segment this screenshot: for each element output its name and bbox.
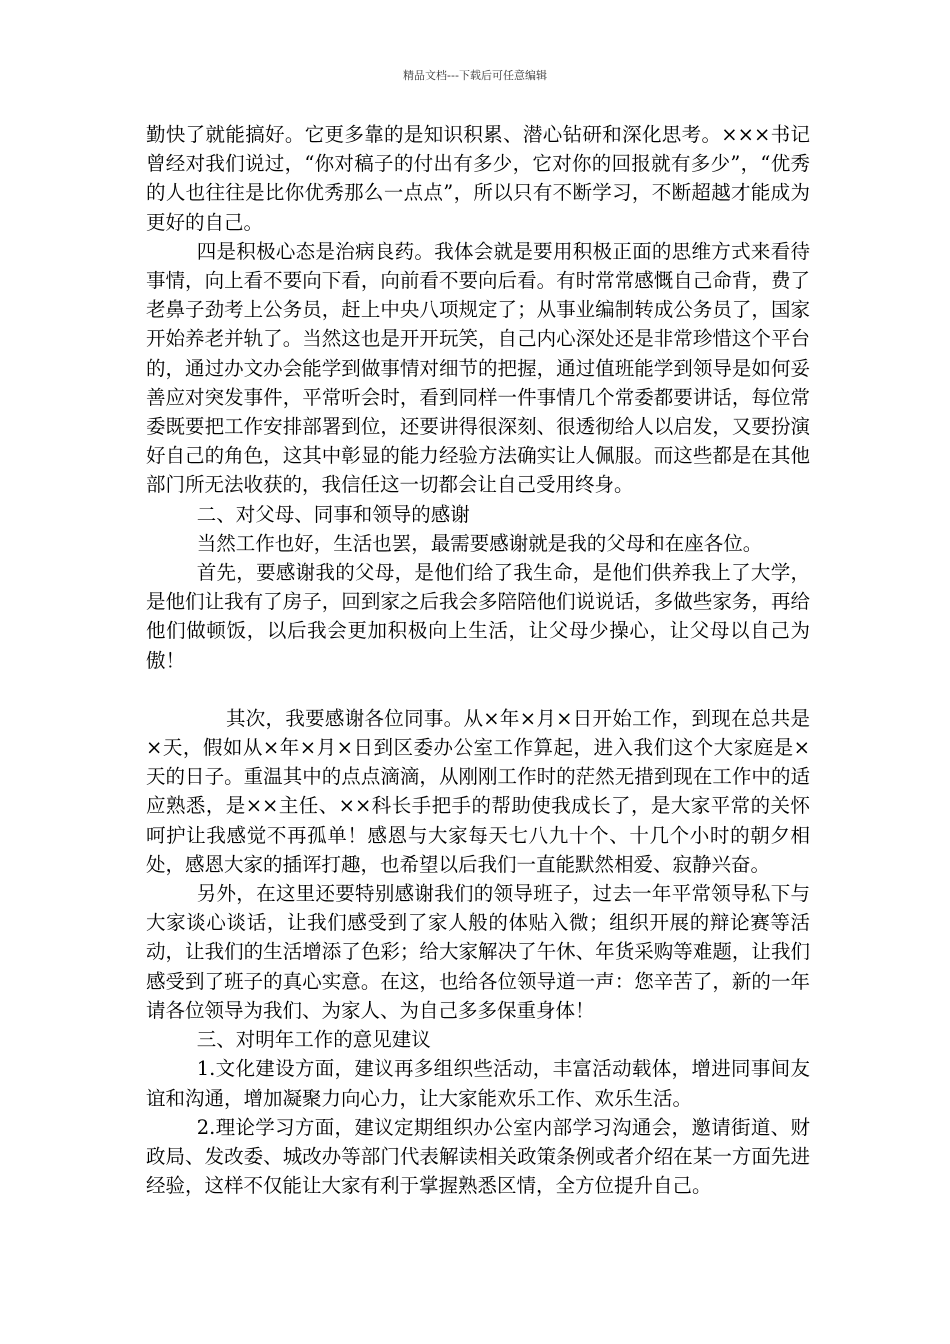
paragraph-thanks-parents: 首先，要感谢我的父母，是他们给了我生命，是他们供养我上了大学，是他们让我有了房子，回到家之后我会多陪陪他们说说话，多做些家务，再给他们做顿饭，以后我会更加积极向上生活，让父母少操心，让父母以自己为傲！ [146,561,810,672]
paragraph-thanks-leaders: 另外，在这里还要特别感谢我们的领导班子，过去一年平常领导私下与大家谈心谈话，让我们感受到了家人般的体贴入微；组织开展的辩论赛等活动，让我们的生活增添了色彩；给大家解决了午休、年货采购等难题，让我们感受到了班子的真心实意。在这，也给各位领导道一声：您辛苦了，新的一年请各位领导为我们、为家人、为自己多多保重身体！ [146,882,810,1022]
document-body [146,120,810,1200]
suggestion-item-2: 2.理论学习方面，建议定期组织办公室内部学习沟通会，邀请街道、财政局、发改委、城改办等部门代表解读相关政策条例或者介绍在某一方面先进经验，这样不仅能让大家有利于掌握熟悉区情，全方位提升自己。 [146,1115,810,1198]
paragraph-thanks-intro: 当然工作也好，生活也罢，最需要感谢就是我的父母和在座各位。 [196,531,763,555]
suggestion-item-1: 1.文化建设方面，建议再多组织些活动，丰富活动载体，增进同事间友谊和沟通，增加凝聚力向心力，让大家能欢乐工作、欢乐生活。 [146,1057,810,1110]
paragraph-continuation: 勤快了就能搞好。它更多靠的是知识积累、潜心钻研和深化思考。×××书记曾经对我们说过，“你对稿子的付出有多少，它对你的回报就有多少”，“优秀的人也往往是比你优秀那么一点点”，所以只有不断学习，不断超越才能成为更好的自己。 [146,123,810,234]
section-heading-three: 三、对明年工作的意见建议 [196,1028,431,1052]
blank-line [146,675,810,704]
paragraph-thanks-colleagues: 其次，我要感谢各位同事。从×年×月×日开始工作，到现在总共是×天，假如从×年×月×日到区委办公室工作算起，进入我们这个大家庭是×天的日子。重温其中的点点滴滴，从刚刚工作时的茫然无措到现在工作中的适应熟悉，是××主任、××科长手把手的帮助使我成长了，是大家平常的关怀呵护让我感觉不再孤单！感恩与大家每天七八九十个、十几个小时的朝夕相处，感恩大家的插诨打趣，也希望以后我们一直能默然相爱、寂静兴奋。 [146,706,810,876]
page-header: 精品文档---下载后可任意编辑 [403,69,547,82]
section-heading-two: 二、对父母、同事和领导的感谢 [196,502,470,526]
paragraph-point-four: 四是积极心态是治病良药。我体会就是要用积极正面的思维方式来看待事情，向上看不要向下看，向前看不要向后看。有时常常感慨自己命背，费了老鼻子劲考上公务员，赶上中央八项规定了；从事业编制转成公务员了，国家开始养老并轨了。当然这也是开开玩笑，自己内心深处还是非常珍惜这个平台的，通过办文办会能学到做事情对细节的把握，通过值班能学到领导是如何妥善应对突发事件，平常听会时，看到同样一件事情几个常委都要讲话，每位常委既要把工作安排部署到位，还要讲得很深刻、很透彻给人以启发，又要扮演好自己的角色，这其中彰显的能力经验方法确实让人佩服。而这些都是在其他部门所无法收获的，我信任这一切都会让自己受用终身。 [146,239,810,497]
